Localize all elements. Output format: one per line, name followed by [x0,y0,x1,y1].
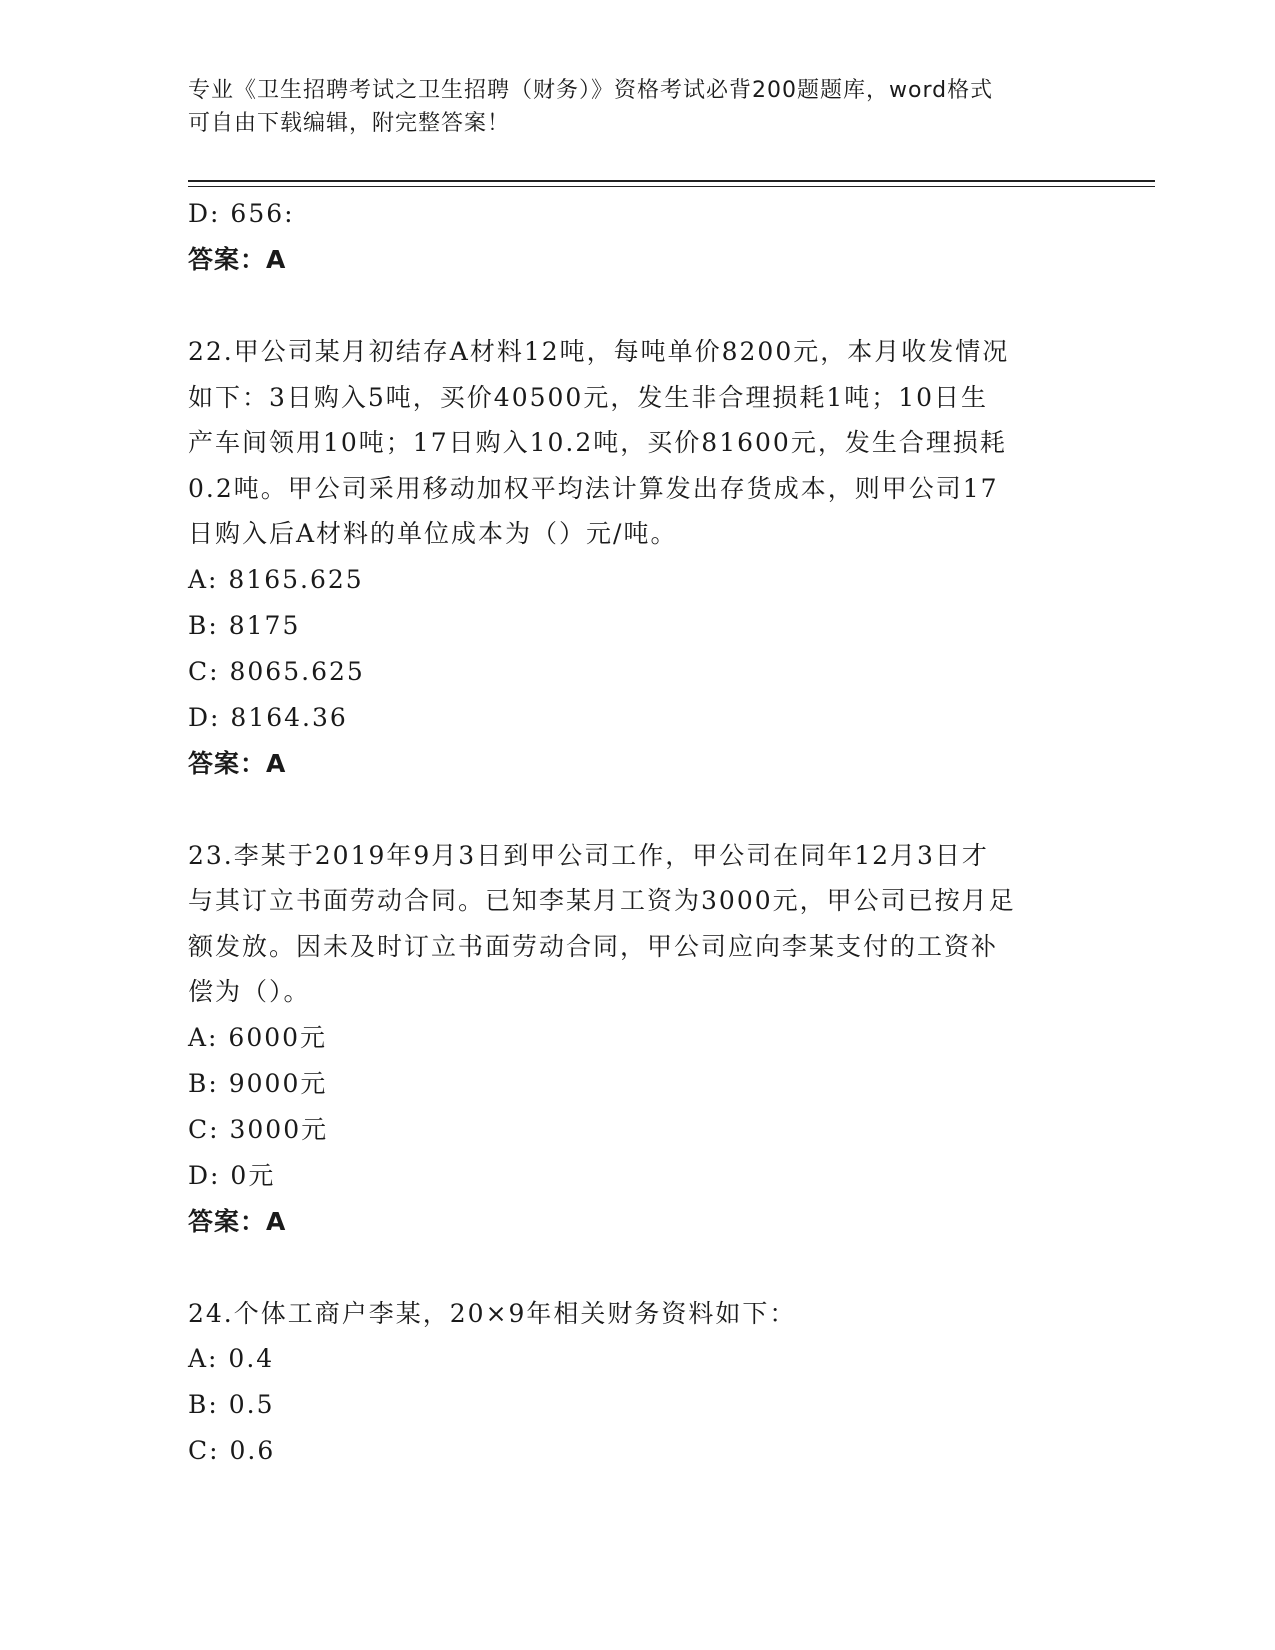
answer-line: 答案：A [188,1206,287,1236]
option-b: B: 8175 [188,610,301,640]
stem-line: 22.甲公司某月初结存A材料12吨，每吨单价8200元，本月收发情况 [188,337,1010,366]
header-rule-thick [188,180,1155,182]
stem-line: 偿为（）。 [188,977,311,1006]
question-22 [188,329,1088,787]
header-line-1: 专业《卫生招聘考试之卫生招聘（财务）》资格考试必背200题题库，word格式 [188,78,994,103]
header-rule-thin [188,186,1155,187]
spacer [188,1245,1088,1291]
spacer [188,787,1088,833]
option-c: C: 0.6 [188,1436,276,1465]
question-23 [188,833,1088,1245]
question-stem [188,329,1088,557]
stem-line: 与其订立书面劳动合同。已知李某月工资为3000元，甲公司已按月足 [188,886,1016,915]
spacer [188,283,1088,329]
question-stem [188,1291,1088,1337]
option-c: C: 8065.625 [188,656,365,686]
header-line-2: 可自由下载编辑，附完整答案！ [188,111,511,136]
question-24 [188,1291,1088,1475]
stem-line: 0.2吨。甲公司采用移动加权平均法计算发出存货成本，则甲公司17 [188,473,999,503]
document-header [188,74,1088,140]
option-b: B: 9000元 [188,1068,328,1098]
stem-line: 24.个体工商户李某，20×9年相关财务资料如下： [188,1298,797,1328]
answer-line: 答案：A [188,245,287,274]
option-b: B: 0.5 [188,1390,275,1419]
option-c: C: 3000元 [188,1114,329,1144]
option-a: A: 6000元 [188,1022,328,1052]
stem-line: 23.李某于2019年9月3日到甲公司工作，甲公司在同年12月3日才 [188,840,989,870]
answer-line: 答案：A [188,748,287,778]
stem-line: 额发放。因未及时订立书面劳动合同，甲公司应向李某支付的工资补 [188,931,999,961]
question-stem [188,833,1088,1015]
option-d: D: 0元 [188,1160,276,1190]
option-a: A: 8165.625 [188,564,364,594]
stem-line: 日购入后A材料的单位成本为（）元/吨。 [188,519,678,548]
document-body [188,191,1088,1474]
option-d: D: 8164.36 [188,702,348,732]
stem-line: 如下：3日购入5吨，买价40500元，发生非合理损耗1吨；10日生 [188,382,989,412]
stem-line: 产车间领用10吨；17日购入10.2吨，买价81600元，发生合理损耗 [188,428,1007,457]
option-a: A: 0.4 [188,1344,275,1373]
option-d: D: 656: [188,199,295,228]
